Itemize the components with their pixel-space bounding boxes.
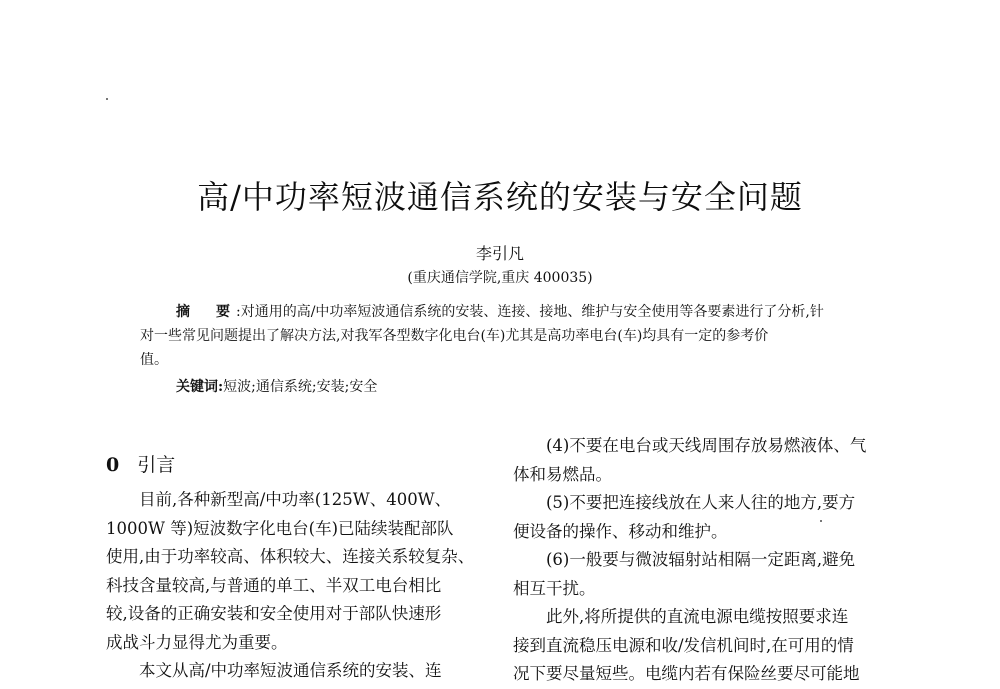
list-item: (5)不要把连接线放在人来人往的地方,要方 便设备的操作、移动和维护。 [513,493,856,541]
paper-title: 高/中功率短波通信系统的安装与安全问题 [197,178,803,216]
abstract-line: 值。 [140,352,168,368]
abstract-line: 对一些常见问题提出了解决方法,对我军各型数字化电台(车)尤其是高功率电台(车)均具有一定的参考价 [140,328,769,344]
list-item: (6)一般要与微波辐射站相隔一定距离,避免 相互干扰。 [513,550,856,598]
paragraph-scope: 本文从高/中功率短波通信系统的安装、连 [139,661,442,680]
right-column [513,432,893,689]
abstract-line: 摘 要:对通用的高/中功率短波通信系统的安装、连接、接地、维护与安全使用等各要素进行了分析,针 [176,304,824,320]
keywords-label: 关键词: [176,379,224,395]
keywords [176,376,377,396]
abstract [140,300,860,372]
left-column [106,486,488,686]
section-number: 0 [106,454,120,476]
list-item: (4)不要在电台或天线周围存放易燃液体、气 体和易燃品。 [513,436,867,484]
author-name: 李引凡 [475,244,524,263]
abstract-label: 摘 要 [176,304,236,320]
section-heading [106,450,175,477]
author-affiliation: (重庆通信学院,重庆 400035) [407,270,593,286]
paragraph-intro: 目前,各种新型高/中功率(125W、400W、 1000W 等)短波数字化电台(车)已陆续装配部队 使用,由于功率较高、体积较大、连接关系较复杂、 科技含量较高,与普通的单工、半双工电台相比 较,设备的正确安装和安全使用对于部队快速形 成战斗力显得尤为重要。 [106,490,475,652]
keywords-text: 短波;通信系统;安装;安全 [223,379,378,395]
section-title: 引言 [137,454,176,476]
paragraph-cable: 此外,将所提供的直流电源电缆按照要求连 接到直流稳压电源和收/发信机间时,在可用的情 况下要尽量短些。电缆内若有保险丝要尽可能地 [513,607,860,683]
